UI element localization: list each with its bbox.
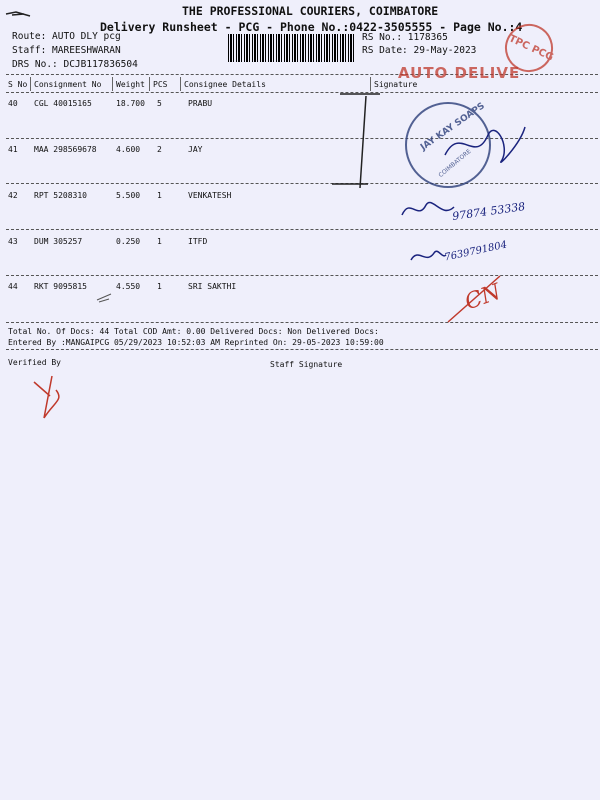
row-consignee: PRABU [188, 99, 213, 108]
pen-scribble-mark [4, 8, 34, 20]
column-divider [30, 77, 31, 91]
col-weight: Weight [116, 80, 145, 89]
col-sno: S No [8, 80, 28, 89]
row-pcs: 1 [157, 282, 162, 291]
row-weight: 4.550 [116, 282, 141, 291]
row-weight: 0.250 [116, 237, 141, 246]
row-sno: 44 [8, 282, 18, 291]
handwritten-signature [408, 245, 448, 267]
stamp-city-text: COIMBATORE [437, 147, 473, 180]
divider [6, 349, 598, 350]
staff-signature-label: Staff Signature [270, 360, 343, 369]
row-pcs: 5 [157, 99, 162, 108]
col-signature: Signature [374, 80, 418, 89]
column-divider [180, 77, 181, 91]
runsheet-subtitle: Delivery Runsheet - PCG - Phone No.:0422-3505555 - Page No.:4 [100, 20, 523, 34]
pencil-mark [95, 290, 115, 304]
row-consignee: SRI SAKTHI [188, 282, 237, 291]
row-weight: 5.500 [116, 191, 141, 200]
handwritten-phone: 97874 53338 [451, 199, 527, 224]
row-consignment: CGL 40015165 [34, 99, 92, 108]
red-cn-mark: CN [461, 279, 505, 316]
row-consignee: JAY [188, 145, 203, 154]
red-pen-line [440, 270, 530, 330]
drs-number: DRS No.: DCJB117836504 [12, 59, 138, 70]
auto-deliver-stamp: AUTO DELIVE [398, 64, 521, 82]
divider [6, 229, 598, 230]
column-divider [149, 77, 150, 91]
barcode [228, 34, 354, 62]
row-pcs: 2 [157, 145, 162, 154]
verified-by-label: Verified By [8, 358, 61, 367]
route-label: Route: AUTO DLY pcg [12, 31, 121, 42]
totals-line: Total No. Of Docs: 44 Total COD Amt: 0.00 Delivered Docs: Non Delivered Docs: [8, 327, 379, 336]
handwritten-signature [440, 115, 530, 170]
row-sno: 43 [8, 237, 18, 246]
col-consignment: Consignment No [34, 80, 102, 89]
pen-bracket-mark [330, 88, 390, 188]
col-pcs: PCS [153, 80, 168, 89]
row-consignee: VENKATESH [188, 191, 232, 200]
row-consignment: DUM 305257 [34, 237, 83, 246]
row-consignee: ITFD [188, 237, 208, 246]
entered-by-line: Entered By :MANGAIPCG 05/29/2023 10:52:03 AM Reprinted On: 29-05-2023 10:59:00 [8, 338, 384, 347]
column-divider [112, 77, 113, 91]
rs-number: RS No.: 1178365 [362, 32, 448, 43]
row-weight: 4.600 [116, 145, 141, 154]
company-title: THE PROFESSIONAL COURIERS, COIMBATORE [182, 4, 439, 18]
row-sno: 40 [8, 99, 18, 108]
row-consignment: RKT 9095815 [34, 282, 87, 291]
rs-date: RS Date: 29-May-2023 [362, 45, 477, 56]
handwritten-signature [398, 195, 458, 223]
divider [6, 92, 598, 93]
stamp-company-text: JAY KAY SOAPS [418, 101, 487, 153]
row-sno: 42 [8, 191, 18, 200]
row-consignment: RPT 5208310 [34, 191, 87, 200]
row-pcs: 1 [157, 191, 162, 200]
tpc-stamp-text: TPC PCG [506, 33, 555, 64]
verified-by-signature [30, 372, 70, 422]
row-pcs: 1 [157, 237, 162, 246]
row-consignment: MAA 298569678 [34, 145, 97, 154]
row-weight: 18.700 [116, 99, 145, 108]
col-consignee: Consignee Details [184, 80, 266, 89]
staff-label: Staff: MAREESHWARAN [12, 45, 121, 56]
row-sno: 41 [8, 145, 18, 154]
handwritten-phone-2: 7639791804 [443, 239, 509, 264]
divider [6, 183, 598, 184]
